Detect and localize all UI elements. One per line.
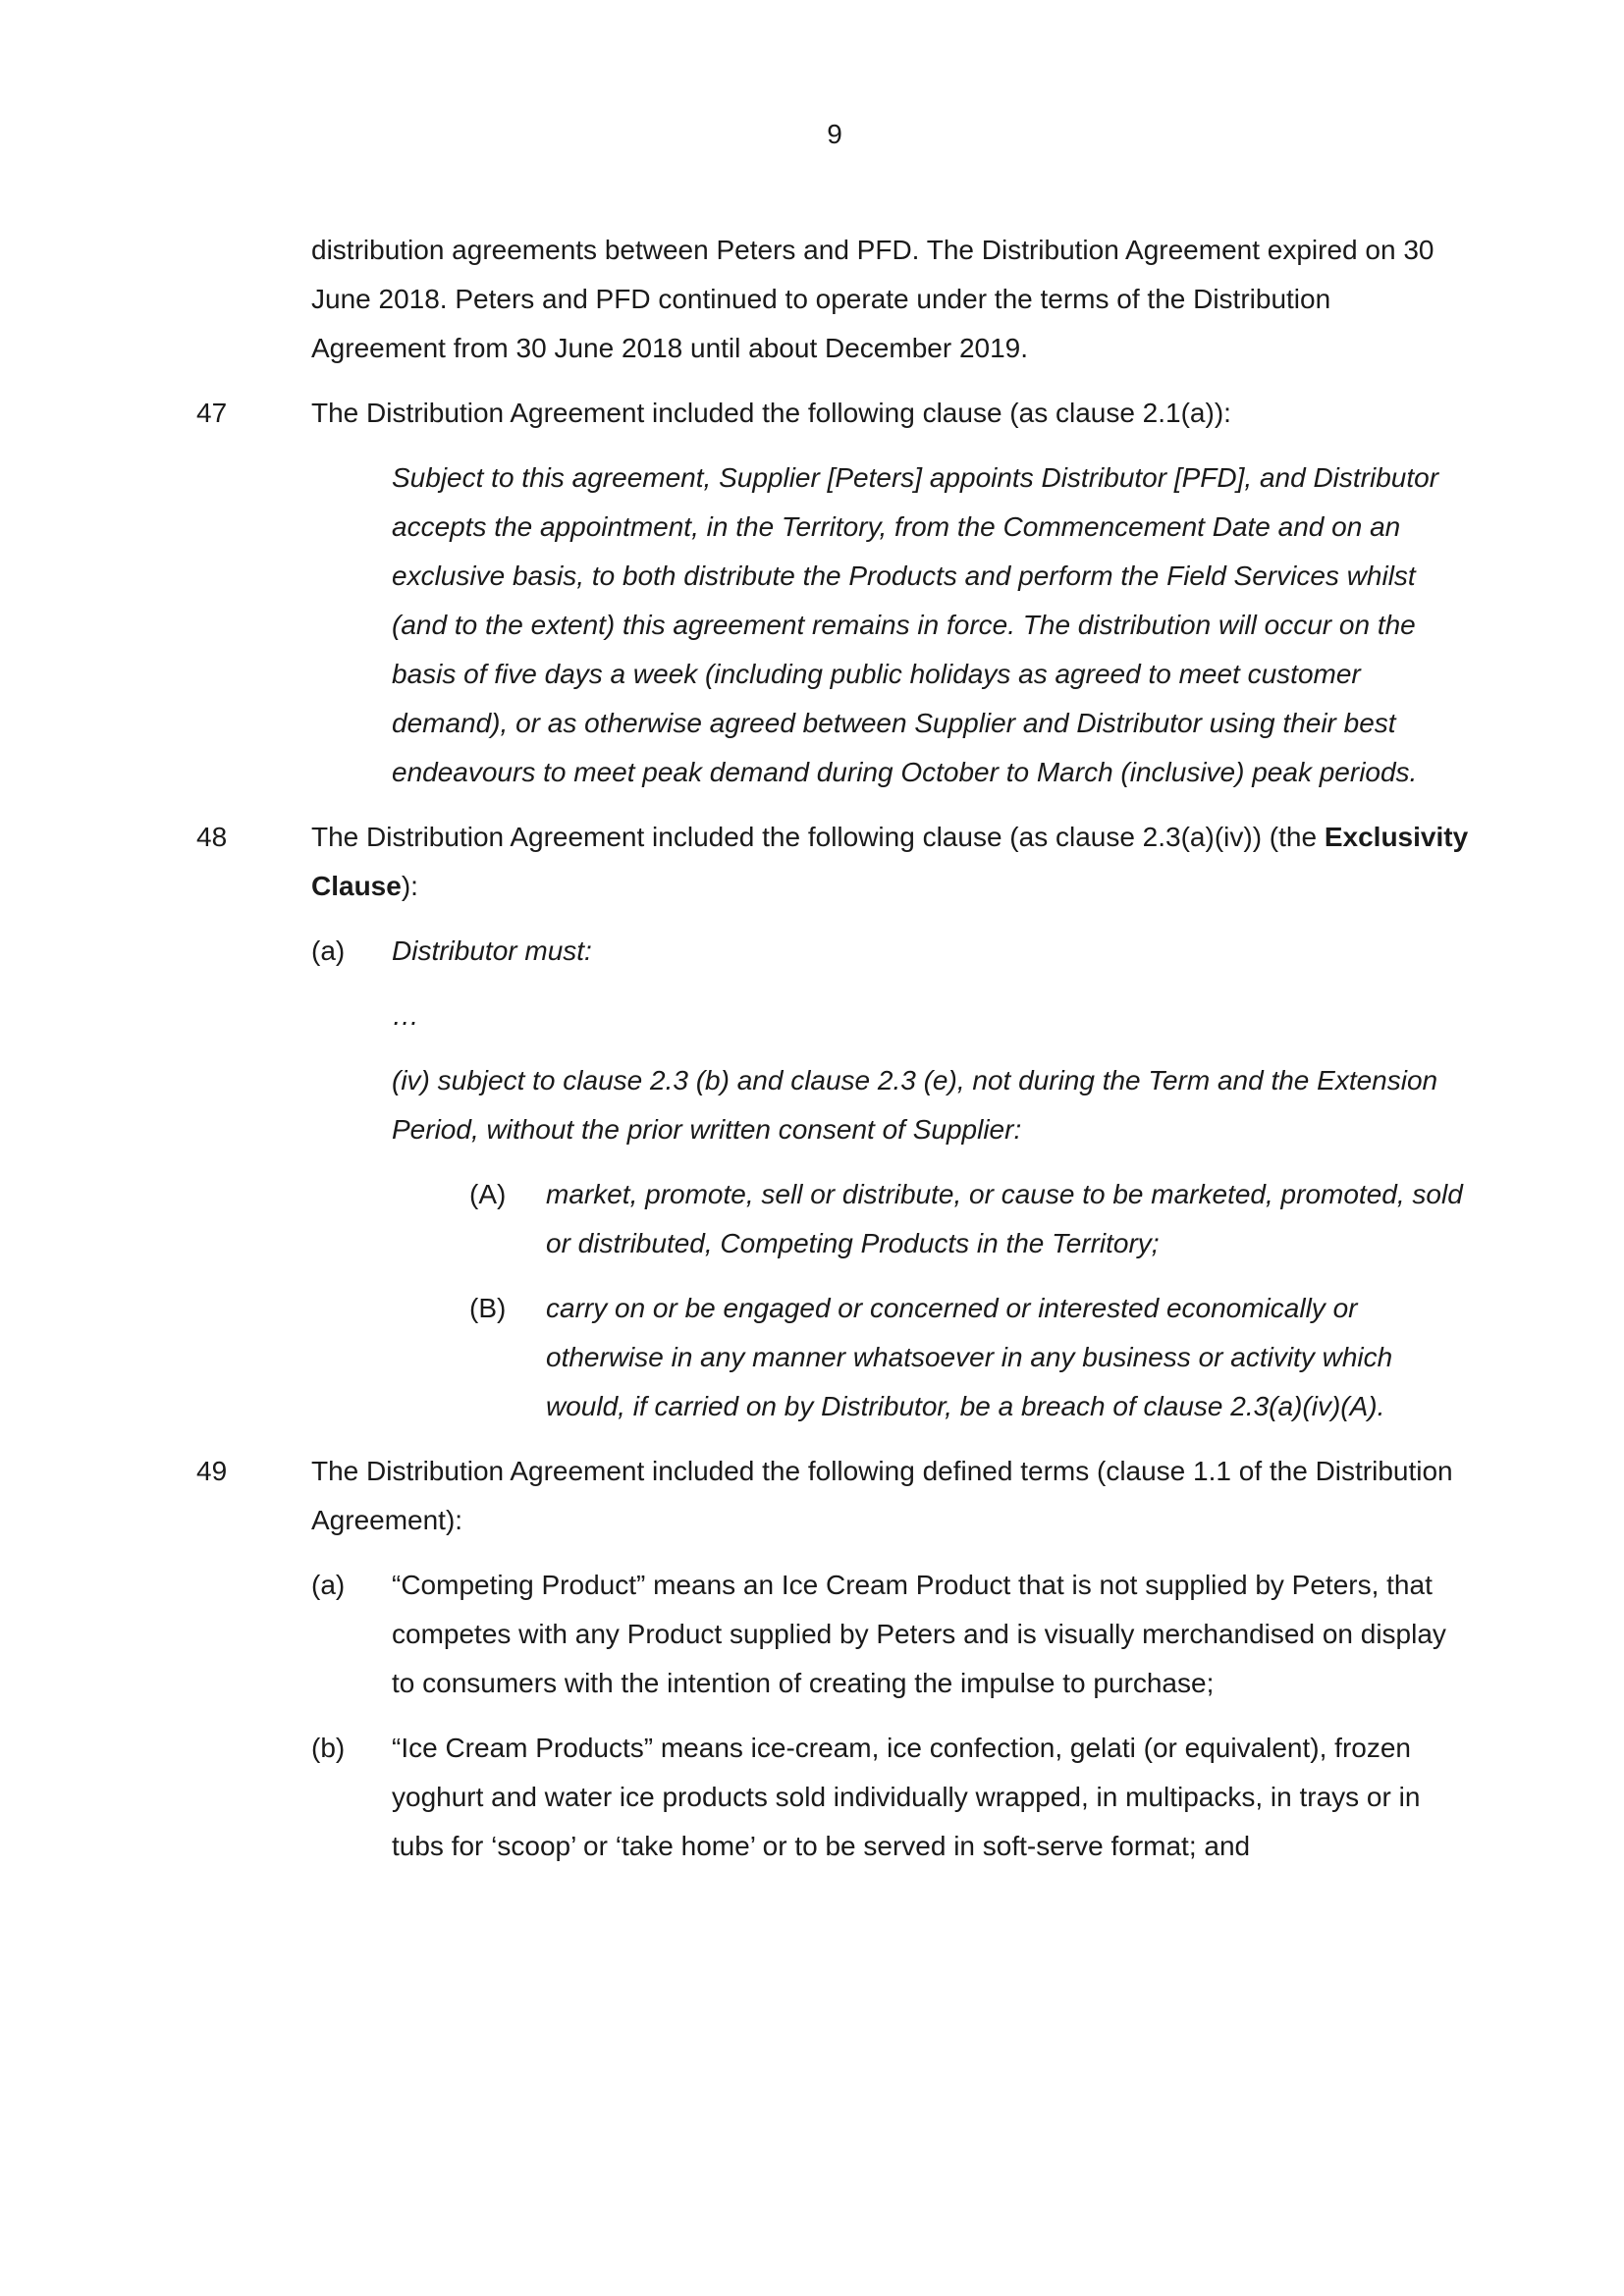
paragraph-49	[196, 1447, 1470, 1545]
paragraph-47	[196, 389, 1470, 438]
clause-sub-a	[311, 927, 1474, 976]
clause-B	[469, 1284, 1475, 1431]
paragraph-number: 48	[196, 822, 228, 852]
sub-text: “Ice Cream Products” means ice-cream, ice confection, gelati (or equivalent), frozen yoghurt and water ice products sold individually wrapped, in multipacks, in trays or in tubs for ‘scoop’ or ‘take home’ or to be served in soft-serve format; and	[392, 1733, 1421, 1861]
sub-label: (a)	[311, 935, 346, 966]
sub-text: Distributor must:	[392, 935, 592, 966]
sub-text: carry on or be engaged or concerned or interested economically or otherwise in any manner whatsoever in any business or activity which would, if carried on by Distributor, be a breach of clause 2.3(a)(iv)(A).	[546, 1293, 1393, 1421]
paragraph-text-end: ):	[401, 871, 418, 901]
clause-2-1-a-quote: Subject to this agreement, Supplier [Peters] appoints Distributor [PFD], and Distributor accepts the appointment, in the Territory, from the Commencement Date and on an exclusive basis, to both distribute the Products and perform the Field Services whilst (and to the extent) this agreement remains in force. The distribution will occur on the basis of five days a week (including public holidays as agreed to meet customer demand), or as otherwise agreed between Supplier and Distributor using their best endeavours to meet peak demand during October to March (inclusive) peak periods.	[392, 462, 1439, 787]
paragraph-number: 47	[196, 398, 228, 428]
clause-iv: (iv) subject to clause 2.3 (b) and clause 2.3 (e), not during the Term and the Extension Period, without the prior written consent of Supplier:	[392, 1065, 1438, 1145]
sub-label: (a)	[311, 1570, 346, 1600]
paragraph-48	[196, 813, 1470, 911]
paragraph-text: The Distribution Agreement included the following defined terms (clause 1.1 of the Distribution Agreement):	[311, 1456, 1453, 1535]
sub-label: (B)	[469, 1293, 507, 1323]
paragraph-text: The Distribution Agreement included the following clause (as clause 2.3(a)(iv)) (the	[311, 822, 1325, 852]
definition-a	[311, 1561, 1474, 1708]
defined-term: Exclusivity Clause	[311, 822, 1469, 901]
ellipsis: …	[392, 1000, 419, 1031]
definition-b	[311, 1724, 1474, 1871]
sub-label: (b)	[311, 1733, 346, 1763]
clause-A	[469, 1170, 1475, 1268]
intro-paragraph: distribution agreements between Peters and PFD. The Distribution Agreement expired on 30 June 2018. Peters and PFD continued to operate under the terms of the Distribution Agreement from 30 June 2018 until about December 2019.	[311, 235, 1435, 363]
sub-label: (A)	[469, 1179, 507, 1209]
paragraph-number: 49	[196, 1456, 228, 1486]
paragraph-text: The Distribution Agreement included the following clause (as clause 2.1(a)):	[311, 398, 1231, 428]
document-body	[0, 226, 1624, 1887]
sub-text: market, promote, sell or distribute, or cause to be marketed, promoted, sold or distributed, Competing Products in the Territory;	[546, 1179, 1463, 1258]
page-number: 9	[827, 119, 842, 149]
sub-text: “Competing Product” means an Ice Cream Product that is not supplied by Peters, that competes with any Product supplied by Peters and is visually merchandised on display to consumers with the intention of creating the impulse to purchase;	[392, 1570, 1446, 1698]
